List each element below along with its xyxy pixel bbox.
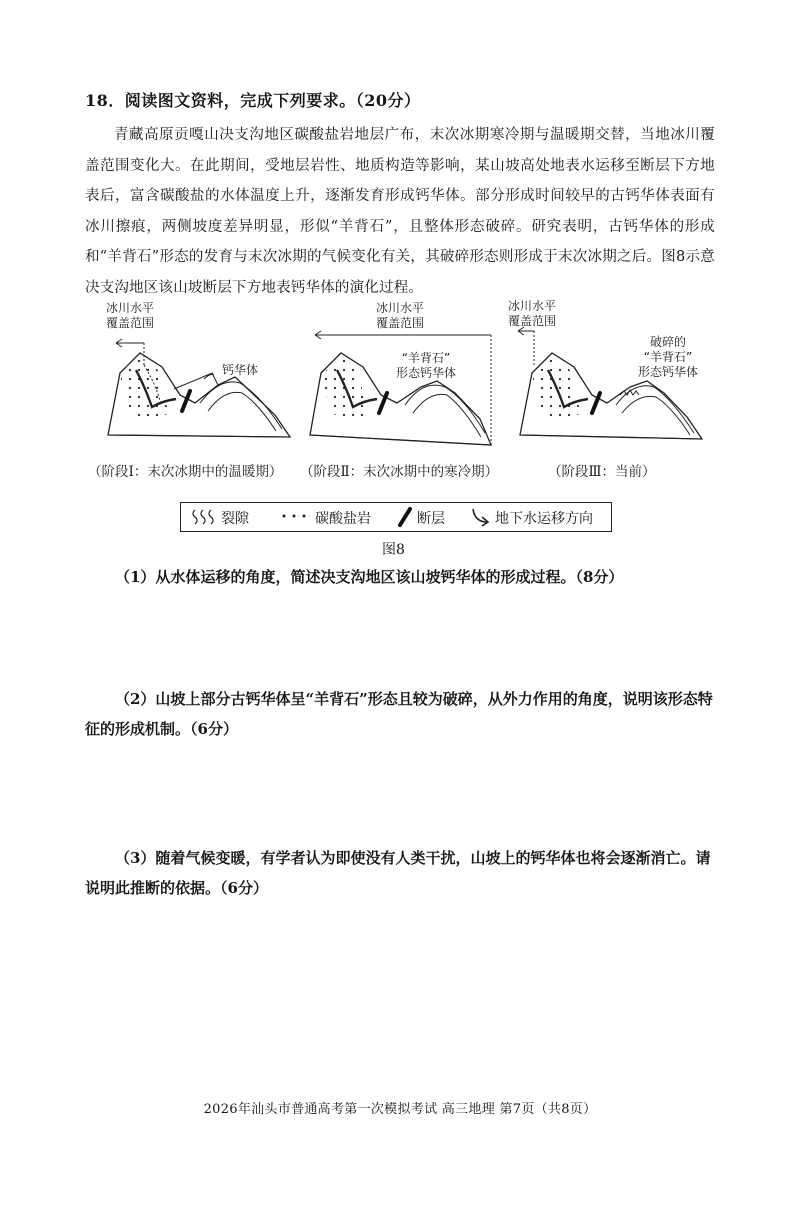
question-title: 18．阅读图文资料，完成下列要求。（20分） [85, 91, 421, 110]
subquestion-1 [85, 562, 715, 592]
legend-carbonate: 碳酸盐岩 [315, 511, 371, 527]
subquestion-1-text: （1）从水体运移的角度，简述决支沟地区该山坡钙华体的形成过程。（8分） [115, 568, 624, 586]
legend-groundwater: 地下水运移方向 [495, 511, 593, 527]
stage-2-glacier-line1: 冰川水平 [376, 301, 425, 315]
legend-fissure: 裂隙 [221, 511, 249, 527]
stage-2-caption: （阶段Ⅱ：末次冰期中的寒冷期） [300, 464, 499, 480]
stage-1-glacier-line2: 覆盖范围 [106, 316, 155, 330]
subquestion-3 [85, 843, 715, 903]
fissure-icon [191, 508, 217, 526]
stage-3-body-label [638, 335, 698, 380]
stage-3-glacier-line1: 冰川水平 [508, 299, 557, 313]
stage-2-glacier-label [376, 301, 424, 331]
stage-3-body-line2: “羊背石” [643, 350, 693, 364]
stage-3-body-line1: 破碎的 [650, 335, 687, 349]
stage-2-glacier-line2: 覆盖范围 [376, 316, 425, 330]
stage-3-body-line3: 形态钙华体 [638, 365, 699, 379]
subquestion-2 [85, 684, 715, 744]
stage-2-body-label [396, 351, 456, 381]
stage-2-body-line2: 形态钙华体 [396, 366, 457, 380]
stage-2-body-line1: “羊背石” [401, 351, 451, 365]
fault-icon [397, 507, 413, 527]
subquestion-3-text: （3）随着气候变暖，有学者认为即使没有人类干扰，山坡上的钙华体也将会逐渐消亡。请说明此推断的依据。（6分） [85, 849, 711, 897]
stage-3-glacier-label [508, 299, 556, 329]
figure-number: 图8 [382, 542, 405, 558]
groundwater-arrow-icon [469, 506, 493, 528]
stage-1-caption: （阶段Ⅰ：末次冰期中的温暖期） [88, 464, 283, 480]
carbonate-rock-icon [279, 508, 309, 526]
stage-1-glacier-label [106, 301, 154, 331]
intro-text: 青藏高原贡嘎山决支沟地区碳酸盐岩地层广布，末次冰期寒冷期与温暖期交替，当地冰川覆盖范围变化大。在此期间，受地层岩性、地质构造等影响，某山坡高处地表水运移至断层下方地表后，富含碳酸盐的水体温度上升，逐渐发育形成钙华体。部分形成时间较早的古钙华体表面有冰川擦痕，两侧坡度差异明显，形似“羊背石”，且整体形态破碎。研究表明，古钙华体的形成和“羊背石”形态的发育与末次冰期的气候变化有关，其破碎形态则形成于末次冰期之后。图8示意决支沟地区该山坡断层下方地表钙华体的演化过程。 [85, 127, 715, 296]
figure-legend [180, 502, 612, 532]
stage-3-glacier-line2: 覆盖范围 [508, 314, 557, 328]
subquestion-2-text: （2）山坡上部分古钙华体呈“羊背石”形态且较为破碎，从外力作用的角度，说明该形态特征的形成机制。（6分） [85, 690, 713, 738]
page-footer: 2026年汕头市普通高考第一次模拟考试 高三地理 第7页（共8页） [203, 1102, 597, 1117]
legend-fault: 断层 [417, 511, 445, 527]
stage-3-caption: （阶段Ⅲ：当前） [548, 464, 656, 480]
stage-1-glacier-line1: 冰川水平 [106, 301, 155, 315]
stage-1-body-label: 钙华体 [222, 363, 259, 377]
intro-paragraph [85, 120, 715, 303]
